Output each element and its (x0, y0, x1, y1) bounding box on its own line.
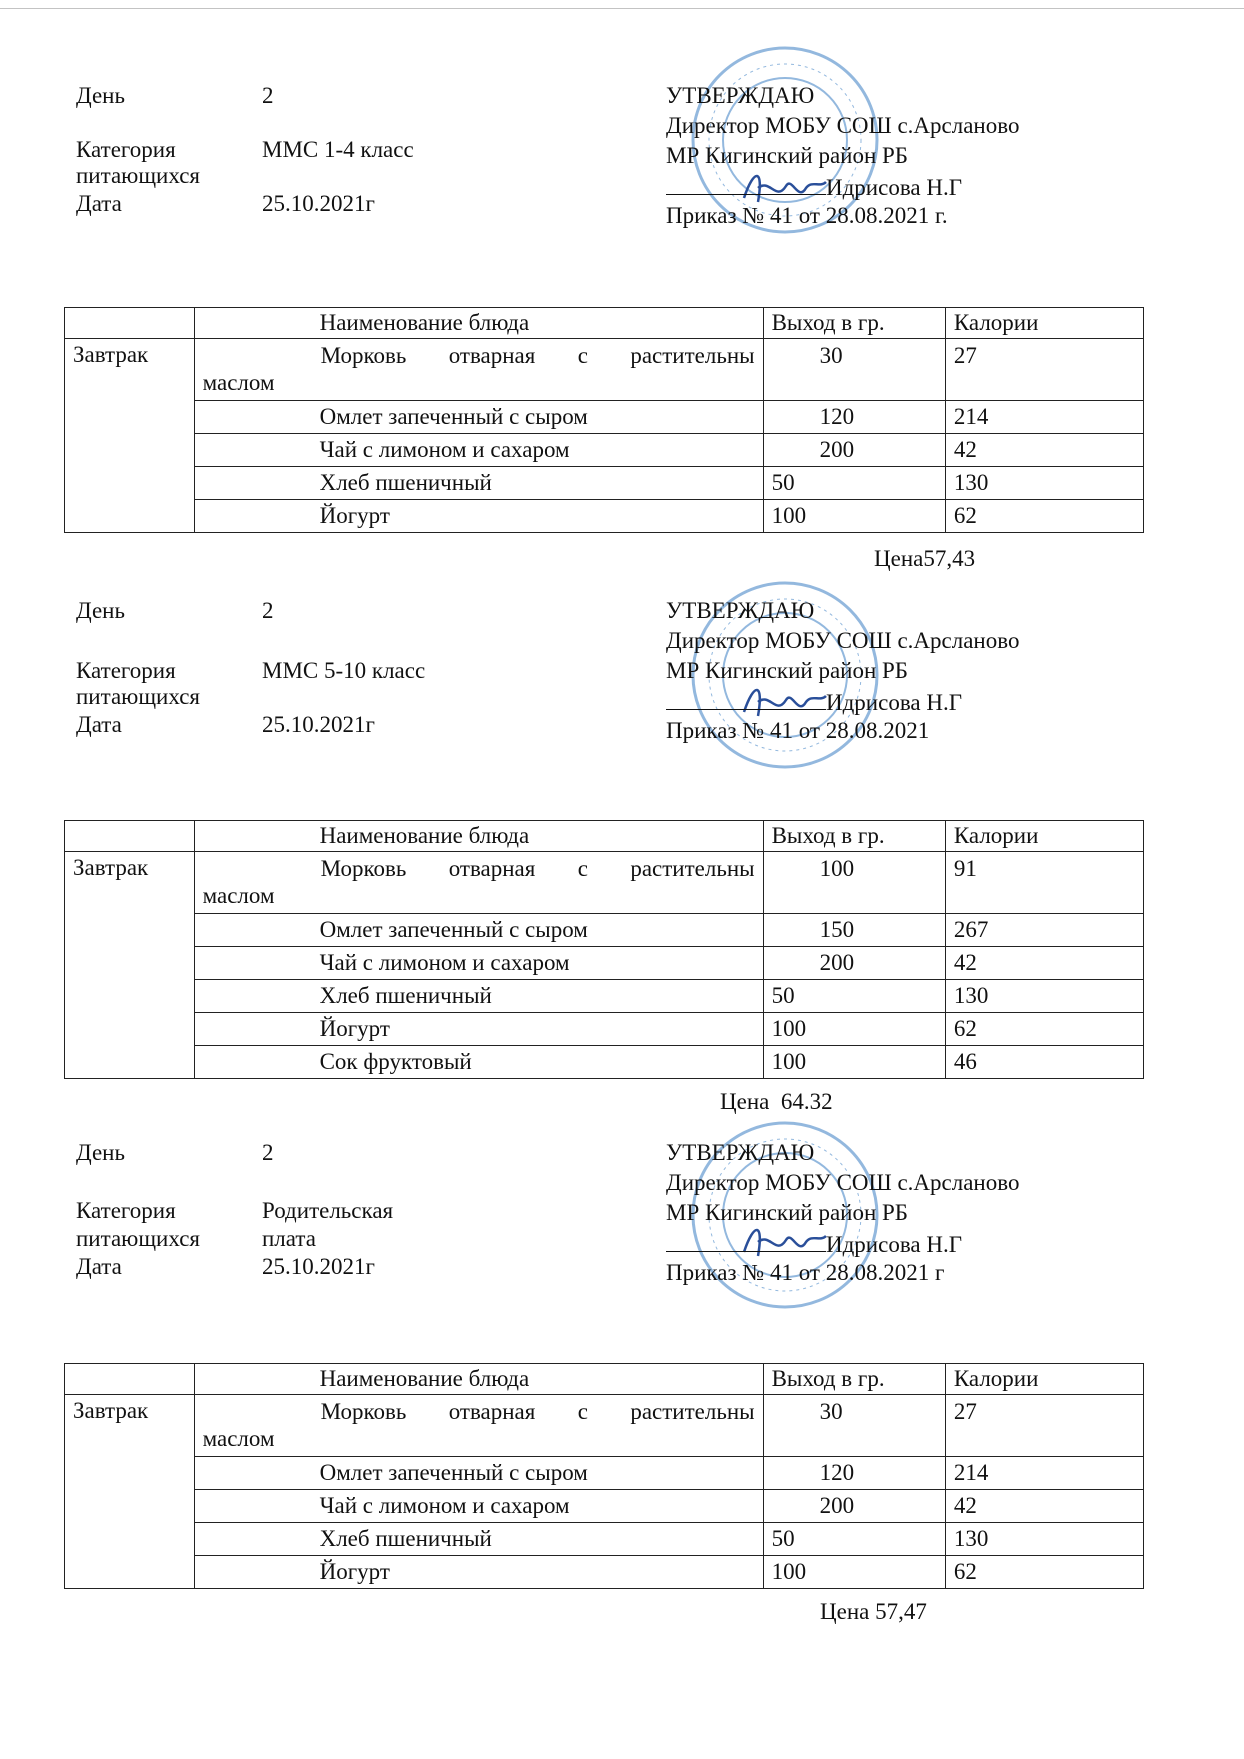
approve-signatory: Идрисова Н.Г (666, 687, 1066, 717)
category-label-cont: питающихся (76, 1226, 200, 1251)
date-label: Дата (76, 712, 122, 737)
approve-signatory: Идрисова Н.Г (666, 1229, 1066, 1259)
header-calories: Калории (945, 821, 1143, 852)
weight-cell: 100 (763, 1013, 945, 1046)
category-value-cont: плата (262, 1226, 316, 1251)
header-meal (65, 1364, 195, 1395)
meal-cell: Завтрак (65, 852, 195, 1079)
dish-cell: Омлет запеченный с сыром (194, 401, 763, 434)
table-row (65, 1556, 1144, 1589)
dish-cell: Хлеб пшеничный (194, 1523, 763, 1556)
approve-district: МР Кигинский район РБ (666, 658, 909, 683)
category-label-cont: питающихся (76, 684, 200, 709)
weight-cell: 200 (763, 1490, 945, 1523)
approve-position: Директор МОБУ СОШ с.Арсланово (666, 1170, 1020, 1195)
header-calories: Калории (945, 1364, 1143, 1395)
header-calories: Калории (945, 308, 1143, 339)
table-row (65, 947, 1144, 980)
approve-order: Приказ № 41 от 28.08.2021 (666, 718, 930, 743)
dish-cell: Йогурт (194, 1013, 763, 1046)
dish-cell: Сок фруктовый (194, 1046, 763, 1079)
day-label: День (76, 83, 125, 108)
dish-cell: Чай с лимоном и сахаром (194, 434, 763, 467)
dish-cell: Морковь отварная с растительны маслом (194, 852, 763, 914)
table-header-row (65, 308, 1144, 339)
calories-cell: 27 (945, 1395, 1143, 1457)
approve-position: Директор МОБУ СОШ с.Арсланово (666, 113, 1020, 138)
day-label: День (76, 598, 125, 623)
weight-cell: 50 (763, 467, 945, 500)
calories-cell: 214 (945, 401, 1143, 434)
signature-line (666, 687, 826, 710)
dish-cell: Хлеб пшеничный (194, 467, 763, 500)
header-weight: Выход в гр. (763, 1364, 945, 1395)
dish-cell: Йогурт (194, 500, 763, 533)
table-row (65, 1523, 1144, 1556)
dish-cell: Омлет запеченный с сыром (194, 1457, 763, 1490)
approval-block (666, 82, 1066, 232)
header-meal (65, 308, 195, 339)
table-row (65, 1046, 1144, 1079)
dish-cell: Чай с лимоном и сахаром (194, 1490, 763, 1523)
table-header-row (65, 821, 1144, 852)
date-label: Дата (76, 191, 122, 216)
price: Цена 57,47 (820, 1599, 927, 1624)
table-header-row (65, 1364, 1144, 1395)
signature-line (666, 1229, 826, 1252)
approve-title: УТВЕРЖДАЮ (666, 1140, 815, 1165)
date-value: 25.10.2021г (262, 1254, 375, 1279)
weight-cell: 100 (763, 1556, 945, 1589)
menu-table (64, 820, 1144, 1079)
table-row (65, 500, 1144, 533)
category-label-cont: питающихся (76, 163, 200, 188)
calories-cell: 46 (945, 1046, 1143, 1079)
dish-cell: Омлет запеченный с сыром (194, 914, 763, 947)
approve-title: УТВЕРЖДАЮ (666, 598, 815, 623)
table-row (65, 1395, 1144, 1457)
dish-cell: Морковь отварная с растительны маслом (194, 339, 763, 401)
category-value: Родительская (262, 1198, 394, 1223)
table-row (65, 852, 1144, 914)
date-label: Дата (76, 1254, 122, 1279)
calories-cell: 130 (945, 467, 1143, 500)
calories-cell: 267 (945, 914, 1143, 947)
category-label: Категория (76, 1198, 176, 1223)
table-row (65, 1457, 1144, 1490)
date-value: 25.10.2021г (262, 191, 375, 216)
table-row (65, 467, 1144, 500)
meal-cell: Завтрак (65, 339, 195, 533)
scan-edge (0, 8, 1244, 9)
calories-cell: 42 (945, 1490, 1143, 1523)
header-weight: Выход в гр. (763, 308, 945, 339)
calories-cell: 62 (945, 1013, 1143, 1046)
header-dish: Наименование блюда (194, 821, 763, 852)
calories-cell: 214 (945, 1457, 1143, 1490)
approve-position: Директор МОБУ СОШ с.Арсланово (666, 628, 1020, 653)
table-row (65, 434, 1144, 467)
approve-order: Приказ № 41 от 28.08.2021 г. (666, 203, 948, 228)
weight-cell: 150 (763, 914, 945, 947)
date-value: 25.10.2021г (262, 712, 375, 737)
weight-cell: 30 (763, 1395, 945, 1457)
weight-cell: 100 (763, 500, 945, 533)
day-value: 2 (262, 598, 274, 623)
day-value: 2 (262, 1140, 274, 1165)
calories-cell: 130 (945, 1523, 1143, 1556)
approval-block (666, 597, 1066, 747)
price: Цена 64.32 (720, 1089, 833, 1114)
approve-signatory: Идрисова Н.Г (666, 172, 1066, 202)
table-row (65, 339, 1144, 401)
table-row (65, 980, 1144, 1013)
category-value: ММС 5-10 класс (262, 658, 426, 683)
weight-cell: 120 (763, 401, 945, 434)
menu-table (64, 1363, 1144, 1589)
table-row (65, 1490, 1144, 1523)
weight-cell: 120 (763, 1457, 945, 1490)
dish-cell: Хлеб пшеничный (194, 980, 763, 1013)
header-weight: Выход в гр. (763, 821, 945, 852)
category-value: ММС 1-4 класс (262, 137, 414, 162)
header-dish: Наименование блюда (194, 1364, 763, 1395)
table-row (65, 401, 1144, 434)
approve-order: Приказ № 41 от 28.08.2021 г (666, 1260, 945, 1285)
weight-cell: 100 (763, 852, 945, 914)
category-label: Категория (76, 658, 176, 683)
day-value: 2 (262, 83, 274, 108)
calories-cell: 42 (945, 947, 1143, 980)
calories-cell: 27 (945, 339, 1143, 401)
weight-cell: 100 (763, 1046, 945, 1079)
day-label: День (76, 1140, 125, 1165)
meal-cell: Завтрак (65, 1395, 195, 1589)
calories-cell: 130 (945, 980, 1143, 1013)
weight-cell: 50 (763, 1523, 945, 1556)
approval-block (666, 1139, 1066, 1289)
weight-cell: 200 (763, 947, 945, 980)
header-meal (65, 821, 195, 852)
calories-cell: 91 (945, 852, 1143, 914)
price: Цена57,43 (874, 546, 976, 571)
dish-cell: Чай с лимоном и сахаром (194, 947, 763, 980)
signature-line (666, 172, 826, 195)
calories-cell: 62 (945, 500, 1143, 533)
menu-table (64, 307, 1144, 533)
weight-cell: 200 (763, 434, 945, 467)
approve-title: УТВЕРЖДАЮ (666, 83, 815, 108)
dish-cell: Йогурт (194, 1556, 763, 1589)
approve-district: МР Кигинский район РБ (666, 143, 909, 168)
weight-cell: 30 (763, 339, 945, 401)
table-row (65, 1013, 1144, 1046)
dish-cell: Морковь отварная с растительны маслом (194, 1395, 763, 1457)
category-label: Категория (76, 137, 176, 162)
table-row (65, 914, 1144, 947)
calories-cell: 42 (945, 434, 1143, 467)
weight-cell: 50 (763, 980, 945, 1013)
approve-district: МР Кигинский район РБ (666, 1200, 909, 1225)
calories-cell: 62 (945, 1556, 1143, 1589)
header-dish: Наименование блюда (194, 308, 763, 339)
